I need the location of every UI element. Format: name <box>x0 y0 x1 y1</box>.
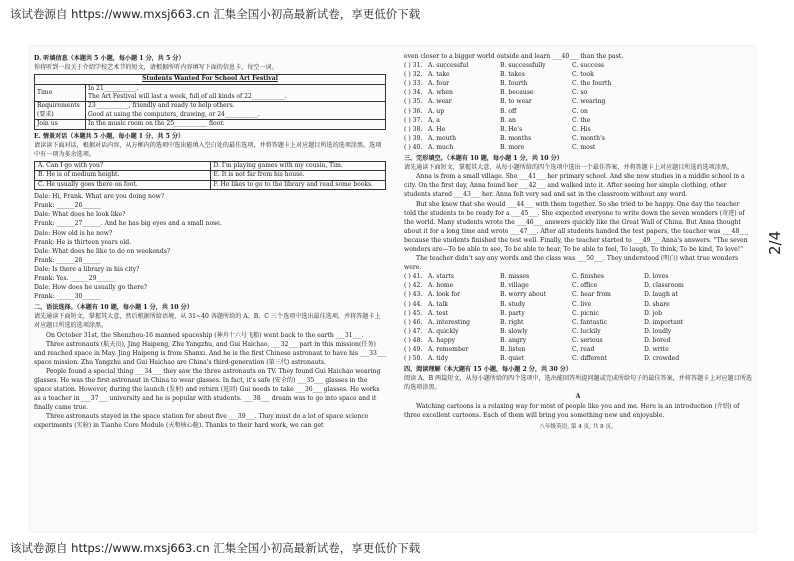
section-3-instructions: 请先通读下面短文，掌握其大意，从每小题所给的四个选项中选出一个最佳答案，并将答题卡上对应题目所选的选项涂黑。 <box>404 164 734 172</box>
choice-a: A. happy <box>428 336 456 344</box>
choice-d: D. share <box>644 300 670 308</box>
choice-a: A. when <box>428 89 453 97</box>
choice-c: C. so <box>572 89 588 97</box>
dialogue-options-box <box>34 161 386 190</box>
grammar-passage-end: even closer to a bigger world outside and learn ___40___ than the past. <box>404 53 624 60</box>
question-number: ( ) 48. <box>404 336 423 344</box>
choice-b: B. misses <box>500 273 530 281</box>
dialogue-line: Frank: He is thirteen years old. <box>34 238 132 246</box>
section-e-title: E. 情景对话（本题共 5 小题，每小题 1 分，共 5 分） <box>34 132 185 140</box>
question-row <box>404 97 752 106</box>
section-d-title: D. 听填信息（本题共 5 小题，每小题 1 分，共 5 分） <box>34 55 185 62</box>
info-card-label: Time <box>35 84 86 102</box>
choice-d: D. crowded <box>644 355 680 363</box>
choice-b: B. right <box>500 318 524 326</box>
question-row <box>404 327 752 336</box>
choice-d: D. laugh at <box>644 291 678 299</box>
choice-a: A. talk <box>428 300 448 308</box>
dialogue-line: Frank: ______26______ <box>34 202 101 210</box>
choice-c: C. wearing <box>572 98 606 106</box>
dialogue-line: Dale: What does he like to do on weekends? <box>34 247 171 255</box>
page-footer-note: 八年级英语, 第 4 页, 共 8 页。 <box>539 423 617 430</box>
question-number: ( ) 45. <box>404 309 423 317</box>
question-row <box>404 143 752 152</box>
info-card-label: Join us <box>35 120 86 129</box>
choice-c: C. most <box>572 143 596 151</box>
choice-a: A. a <box>428 116 440 124</box>
question-row <box>404 61 752 70</box>
info-card-line: In 21___________. <box>88 84 139 92</box>
cloze-paragraph: The teacher didn't say any words and the class was ___50___. They understood (明白) what true wonders were. <box>404 255 739 272</box>
choice-a: A. test <box>428 309 448 317</box>
question-number: ( ) 44. <box>404 300 423 308</box>
info-card-title: Students Wanted For School Art Festival <box>35 75 386 84</box>
info-card-line: 23___________, friendly and ready to help others. <box>88 102 235 110</box>
choice-d: D. loudly <box>644 327 672 335</box>
grammar-passage-paragraph: Three astronauts (航天员), Jing Haipeng, Zhu Yangzhu, and Gui Haichao, ___32___ part in this mission(任务) and reached space in May. Jing Haipeng is from Shanxi. And he is the first Chinese astronaut to have his ___33___ space mission. Zhu Yangzhu and Gui Haichao are China's third-generation (第三代) astronauts. <box>34 340 386 366</box>
choice-b: B. off <box>500 107 517 115</box>
question-number: ( ) 31. <box>404 62 423 70</box>
question-row <box>404 79 752 88</box>
choice-d: D. classroom <box>644 282 684 290</box>
dialogue-line: Dale: What does he look like? <box>34 211 126 219</box>
bottom-watermark-banner: 该试卷源自 https://www.mxsj663.cn 汇集全国小初高最新试卷，享更低价下载 <box>10 541 421 555</box>
choice-c: C. live <box>572 300 592 308</box>
choice-d: D. job <box>644 309 663 317</box>
article-a-paragraph: Watching cartoons is a relaxing way for most of people like you and me. Here is an introduction (介绍) of three excellent cartoons. Each of them will bring you something new and enjoyable. <box>404 402 740 419</box>
article-a-title: A <box>575 393 581 401</box>
choice-a: A. home <box>428 282 454 290</box>
choice-c: C. read <box>572 346 595 353</box>
choice-a: A. He <box>428 125 446 133</box>
questions-41-50 <box>404 272 752 363</box>
option-a: A. Can I go with you? <box>35 161 211 170</box>
question-number: ( ) 50. <box>404 355 423 363</box>
question-number: ( ) 40. <box>404 143 423 151</box>
info-card-line: In the music room on the 25___________ floor. <box>88 120 225 128</box>
question-number: ( ) 47. <box>404 327 423 335</box>
info-card-line: Good at using the computers, drawing, or 24___________. <box>88 110 260 118</box>
choice-c: C. office <box>572 282 598 290</box>
choice-c: C. different <box>572 355 607 363</box>
question-row <box>404 318 752 327</box>
info-card-line: The Art Festival will last a week, full of all kinds of 22___________. <box>88 93 287 100</box>
question-number: ( ) 46. <box>404 318 423 326</box>
question-number: ( ) 35. <box>404 98 423 106</box>
question-row <box>404 70 752 79</box>
question-number: ( ) 41. <box>404 273 423 281</box>
right-column <box>404 52 752 432</box>
choice-a: A. up <box>428 107 445 115</box>
section-2-title: 二、语法选择。（本题有 10 题，每小题 1 分，共 10 分） <box>34 304 193 312</box>
choice-d: D. important <box>644 318 684 326</box>
option-d: D. I'm playing games with my cousin, Tim. <box>210 161 386 170</box>
question-number: ( ) 39. <box>404 134 423 142</box>
question-row <box>404 300 752 309</box>
option-c: C. He usually goes there on foot. <box>35 180 211 189</box>
choice-b: B. angry <box>500 336 527 344</box>
choice-d: D. bored <box>644 336 671 344</box>
choice-b: B. party <box>500 309 525 317</box>
grammar-passage-paragraph: On October 31st, the Shenzhou-16 manned spaceship (神舟十六号飞船) went back to the earth ___31___. <box>46 331 364 339</box>
choice-c: C. fantastic <box>572 318 608 326</box>
choice-b: B. successfully <box>500 62 546 70</box>
dialogue <box>34 192 386 301</box>
choice-c: C. picnic <box>572 309 599 317</box>
question-number: ( ) 33. <box>404 80 423 88</box>
questions-31-40 <box>404 61 752 152</box>
question-number: ( ) 32. <box>404 71 423 79</box>
choice-a: A. successful <box>428 62 469 70</box>
choice-a: A. tidy <box>428 355 449 363</box>
festival-info-card <box>34 74 386 129</box>
choice-b: B. to wear <box>500 98 532 106</box>
section-3-title: 三、完形填空。（本题有 10 题，每小题 1 分，共 10 分） <box>404 155 563 163</box>
dialogue-line: Dale: How does he usually go there? <box>34 284 148 292</box>
choice-b: B. study <box>500 300 526 308</box>
question-row <box>404 345 752 354</box>
dialogue-line: Frank: ______30______ <box>34 293 101 301</box>
section-4-instructions: 阅读 A、B 两篇短文，从每小题所给的四个选项中，选出能回答所提问题或完成所给句子的最佳答案，并将答题卡上对应题目所选的选项涂黑。 <box>404 375 752 392</box>
option-b: B. He is of medium height. <box>35 171 211 180</box>
choice-c: C. hear from <box>572 291 611 299</box>
question-row <box>404 116 752 125</box>
question-row <box>404 336 752 345</box>
option-e: E. It is not far from his house. <box>210 171 386 180</box>
choice-b: B. more <box>500 143 525 151</box>
question-row <box>404 107 752 116</box>
choice-c: C. success <box>572 62 605 70</box>
cloze-paragraph: Anna is from a small village. She ___41___ her primary school. And she now studies in a middle school in a city. On the first day, Anna found her ___42___ and walked into it. After seeing her simple clothing, other students stared ___43___ her. Anna felt very sad and sat in the classroom without any word. <box>404 173 745 199</box>
exam-sheet <box>30 46 756 532</box>
option-f: F. He likes to go to the library and read some books. <box>210 180 386 189</box>
choice-d: D. write <box>644 346 669 353</box>
question-number: ( ) 38. <box>404 125 423 133</box>
question-row <box>404 281 752 290</box>
question-number: ( ) 43. <box>404 291 423 299</box>
choice-a: A. four <box>428 80 450 88</box>
section-2-instructions: 请先通读下面短文，掌握其大意，然后根据所给语境，从 31~40 各题所给的 A、B、C 三个选项中选出最佳选项，并将答题卡上对应题目所选的选项涂黑。 <box>34 313 381 330</box>
dialogue-line: Dale: Hi, Frank. What are you doing now? <box>34 193 165 201</box>
dialogue-line: Dale: How old is he now? <box>34 229 113 237</box>
info-card-label: Requirements (要求) <box>35 102 86 120</box>
choice-c: C. luckily <box>572 327 601 335</box>
question-row <box>404 125 752 134</box>
choice-c: C. the fourth <box>572 80 612 88</box>
question-row <box>404 354 752 363</box>
question-number: ( ) 34. <box>404 89 423 97</box>
choice-c: C. month's <box>572 134 605 142</box>
choice-c: C. on <box>572 107 588 115</box>
dialogue-line: Frank: ______27______. And he has big eyes and a small nose. <box>34 220 222 228</box>
question-number: ( ) 37. <box>404 116 423 124</box>
question-row <box>404 88 752 97</box>
page-indicator: 2/4 <box>766 230 784 255</box>
choice-b: B. because <box>500 89 534 97</box>
cloze-paragraph: But she knew that she would ___44___ with them together. So she tried to be happy. One day the teacher told the students to be ready for a ___45___. She expected everyone to write down the seven wonders (奇迹) of the world. Many students wrote the ___46___ answers quickly like the Great Wall of China. But Anna thought about it for a long time and wrote ___47___. After all students handed the test papers, the teacher was ___48___ because the students finished the test well. Finally, the teacher started to ___49___ Anna's answers. "The seven wonders are—To be able to see, To be able to hear, To be able to feel, To laugh, To think, To be kind, To love!" <box>404 200 749 253</box>
choice-d: D. loves <box>644 273 669 281</box>
choice-b: B. worry about <box>500 291 547 299</box>
choice-b: B. months <box>500 134 532 142</box>
choice-a: A. wear <box>428 98 452 106</box>
question-number: ( ) 36. <box>404 107 423 115</box>
choice-a: A. remember <box>428 346 469 353</box>
left-column <box>34 52 386 431</box>
choice-c: C. serious <box>572 336 603 344</box>
choice-c: C. took <box>572 71 594 79</box>
choice-b: B. He's <box>500 125 523 133</box>
choice-a: A. interesting <box>428 318 471 326</box>
question-row <box>404 290 752 299</box>
section-d-instructions: 你将听到一段关于介绍学校艺术节的短文，请根据所听内容填写下面的信息卡，每空一词。 <box>34 64 278 72</box>
choice-c: C. finishes <box>572 273 605 281</box>
question-number: ( ) 49. <box>404 346 423 353</box>
choice-a: A. look for <box>428 291 461 299</box>
choice-a: A. mouth <box>428 134 457 142</box>
grammar-passage-paragraph: Three astronauts stayed in the space station for about five ___39___. They must do a lot of space science experiments (实验) in Tianhe Core Module (天和核心舱). Thanks to their hard work, we can get <box>34 413 369 430</box>
choice-b: B. listen <box>500 346 526 353</box>
choice-b: B. takes <box>500 71 525 79</box>
choice-a: A. quickly <box>428 327 459 335</box>
choice-c: C. His <box>572 125 591 133</box>
dialogue-line: Dale: Is there a library in his city? <box>34 265 140 273</box>
choice-a: A. much <box>428 143 454 151</box>
section-e-instructions: 请读读下面对话，根据对话内容，从方框内的选项中选出能填入空白处的最佳选项，并将答题卡上对应题目所选的选项涂黑。选项中有一项为多余选项。 <box>34 141 382 158</box>
choice-c: C. the <box>572 116 591 124</box>
choice-b: B. slowly <box>500 327 528 335</box>
choice-b: B. quiet <box>500 355 525 363</box>
choice-a: A. take <box>428 71 450 79</box>
top-watermark-banner: 该试卷源自 https://www.mxsj663.cn 汇集全国小初高最新试卷，享更低价下载 <box>10 7 421 21</box>
dialogue-line: Frank: ______28______ <box>34 256 101 264</box>
dialogue-line: Frank: Yes. ______29______ <box>34 274 115 282</box>
section-4-title: 四、阅读理解（本大题有 15 小题，每小题 2 分，共 30 分） <box>404 366 572 374</box>
choice-a: A. starts <box>428 273 454 281</box>
question-row <box>404 134 752 143</box>
grammar-passage-paragraph: People found a special thing ___34___ they saw the three astronauts on TV. They found Gui Haichao wearing glasses. He was the first astronaut in China to wear glasses. In fact, it's safe (安全的) ___35___ glasses in the space station. However, during the launch (发射) and return (返回) Gui needs to take ___36___ glasses. He works as a teacher in ___37___ university and he is popular with students. ___38___ dream was to go into space and it finally came true. <box>34 367 381 412</box>
question-row <box>404 272 752 281</box>
choice-b: B. village <box>500 282 529 290</box>
question-number: ( ) 42. <box>404 282 423 290</box>
question-row <box>404 309 752 318</box>
choice-b: B. fourth <box>500 80 528 88</box>
choice-b: B. an <box>500 116 516 124</box>
